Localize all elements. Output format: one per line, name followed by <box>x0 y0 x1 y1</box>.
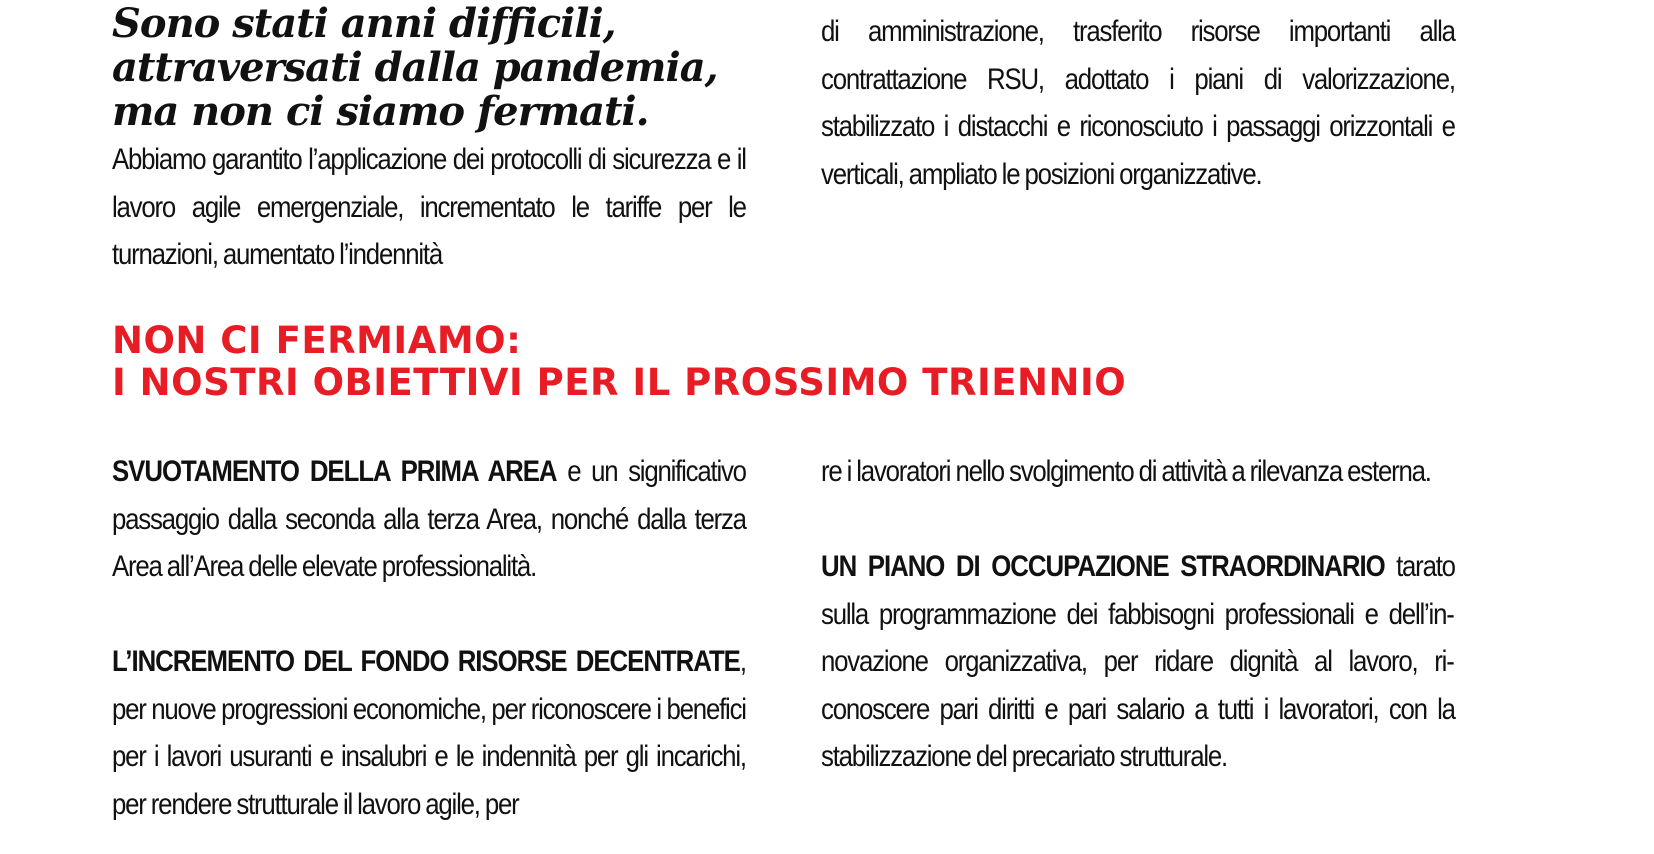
headline-line-1: Sono stati anni difficili, <box>112 0 616 47</box>
section-title-line-2: I NOSTRI OBIETTIVI PER IL PROSSIMO TRIENNIO <box>112 361 1127 404</box>
goal-item-2-text: , per nuove progressioni economiche, per riconoscere i benefici per i lavori usuranti e insalubri e le indennità per gli incarichi, per rendere strutturale il lavoro agile, per <box>112 645 746 821</box>
goal-item-2 <box>112 638 746 828</box>
goal-item-3 <box>821 543 1455 781</box>
headline <box>112 0 746 134</box>
section-title <box>112 320 1512 404</box>
headline-line-2: attraversati dalla pandemia, <box>112 44 718 91</box>
goals-left-column <box>112 448 746 854</box>
intro-paragraph-right: di amministrazione, trasferito risorse importanti alla contrattazione RSU, adottato i piani di valorizzazione, stabilizzato i distacchi e riconosciuto i passaggi orizzontali e verticali, ampliato le posizioni organizzative. <box>821 15 1455 191</box>
goal-item-2-continued: re i lavoratori nello svolgimento di attività a rilevanza esterna. <box>821 455 1431 488</box>
intro-left-column <box>112 0 746 279</box>
headline-line-3: ma non ci siamo fermati. <box>112 88 649 135</box>
goal-item-2-lead: L’INCREMENTO DEL FONDO RISORSE DECENTRATE <box>112 645 740 678</box>
goal-item-3-text: tarato sulla programmazione dei fabbisogni professionali e dell’innovazione organizzativa, per ridare dignità al lavoro, riconoscere pari diritti e pari salario a tutti i lavoratori, con la stabilizzazione del precariato strutturale. <box>821 550 1455 773</box>
goal-item-1 <box>112 448 746 591</box>
goals-right-column <box>821 448 1455 828</box>
goal-item-1-text: e un significativo passaggio dalla seconda alla terza Area, nonché dalla terza Area all’Area delle elevate professionalità. <box>112 455 746 583</box>
section-title-line-1: NON CI FERMIAMO: <box>112 319 522 362</box>
goal-item-3-lead: UN PIANO DI OCCUPAZIONE STRAORDINARIO <box>821 550 1385 583</box>
intro-paragraph-left: Abbiamo garantito l’applicazione dei protocolli di sicurezza e il lavoro agile emergenziale, incrementato le tariffe per le turnazioni, aumentato l’indennità <box>112 143 746 271</box>
goal-item-1-lead: SVUOTAMENTO DELLA PRIMA AREA <box>112 455 557 488</box>
intro-right-column <box>821 8 1455 198</box>
